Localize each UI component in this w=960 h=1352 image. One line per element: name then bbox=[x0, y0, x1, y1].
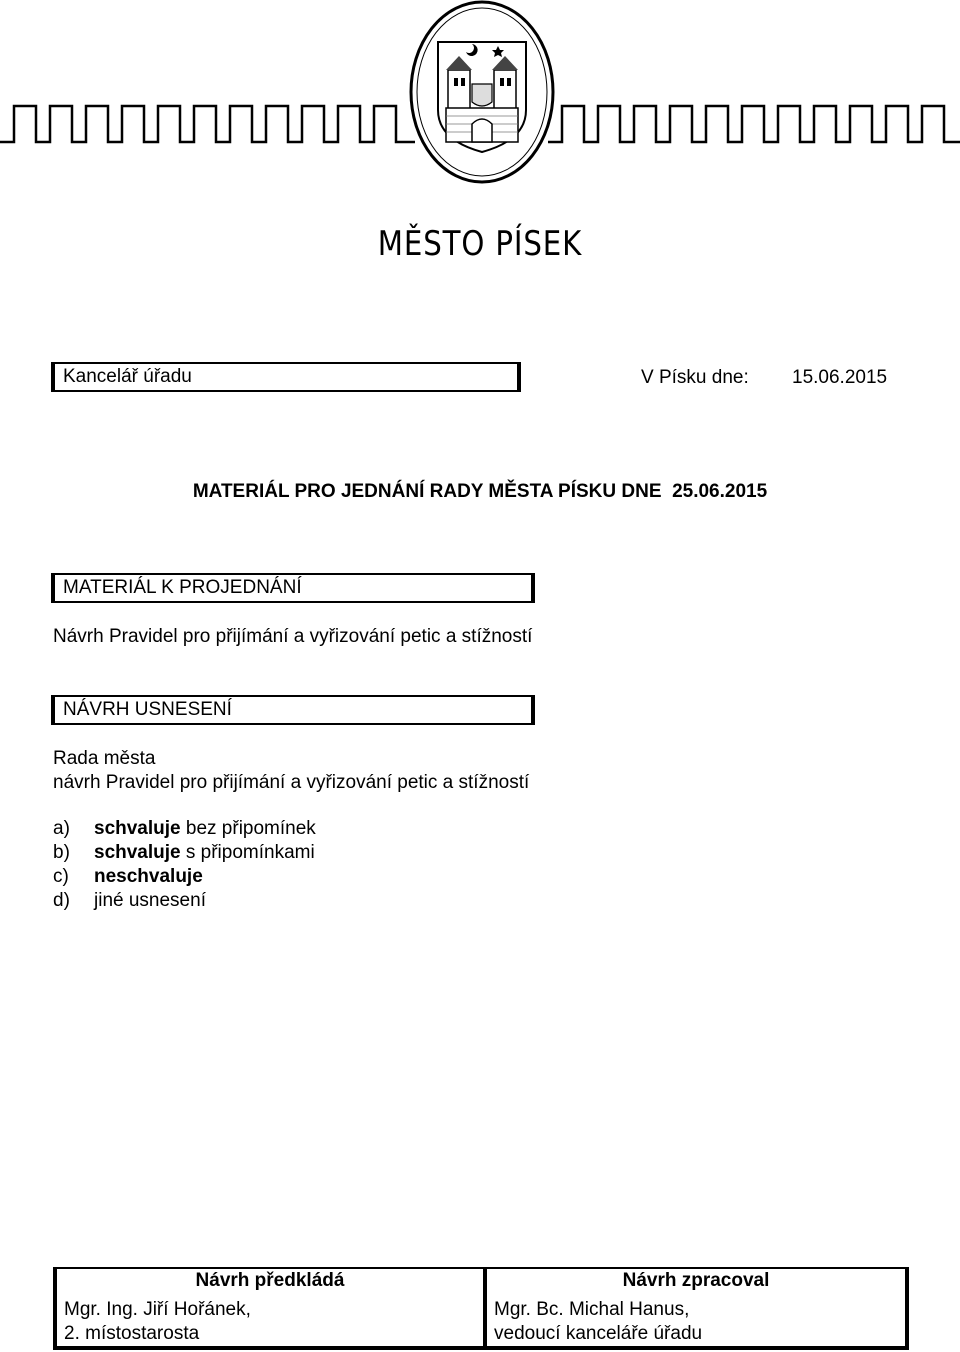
option-letter: c) bbox=[53, 866, 69, 887]
author-heading: Návrh zpracoval bbox=[622, 1270, 770, 1291]
option-letter: b) bbox=[53, 842, 70, 863]
option-verb: neschvaluje bbox=[94, 866, 203, 887]
date-value: 15.06.2015 bbox=[792, 367, 888, 388]
option-rest: s připomínkami bbox=[180, 842, 315, 863]
presenter-role: 2. místostarosta bbox=[64, 1323, 200, 1344]
date-label: V Písku dne: bbox=[641, 367, 749, 388]
signature-table bbox=[53, 1267, 909, 1350]
author-name: Mgr. Bc. Michal Hanus, bbox=[494, 1299, 690, 1320]
main-title: MATERIÁL PRO JEDNÁNÍ RADY MĚSTA PÍSKU DNE 25.06.2015 bbox=[192, 481, 768, 502]
option-letter: d) bbox=[53, 890, 70, 911]
header-graphic bbox=[0, 0, 960, 200]
resolution-line-2: návrh Pravidel pro přijímání a vyřizování petic a stížností bbox=[53, 772, 530, 793]
resolution-label-box bbox=[51, 695, 535, 725]
department-label: Kancelář úřadu bbox=[63, 366, 192, 387]
material-text: Návrh Pravidel pro přijímání a vyřizování petic a stížností bbox=[53, 626, 533, 647]
signature-presenter bbox=[57, 1269, 487, 1346]
material-label: MATERIÁL K PROJEDNÁNÍ bbox=[63, 577, 302, 598]
presenter-name: Mgr. Ing. Jiří Hořánek, bbox=[64, 1299, 251, 1320]
option-rest: bez připomínek bbox=[180, 818, 316, 839]
option-verb: schvaluje bbox=[94, 818, 181, 839]
coat-of-arms-emblem bbox=[411, 2, 553, 182]
presenter-heading: Návrh předkládá bbox=[195, 1270, 345, 1291]
author-role: vedoucí kanceláře úřadu bbox=[494, 1323, 703, 1344]
option-letter: a) bbox=[53, 818, 70, 839]
resolution-line-1: Rada města bbox=[53, 748, 156, 769]
department-box bbox=[51, 362, 521, 392]
town-name: MĚSTO PÍSEK bbox=[377, 224, 583, 264]
option-verb: schvaluje bbox=[94, 842, 181, 863]
resolution-label: NÁVRH USNESENÍ bbox=[63, 699, 232, 720]
material-label-box bbox=[51, 573, 535, 603]
option-rest: jiné usnesení bbox=[94, 890, 206, 911]
signature-author bbox=[487, 1269, 905, 1346]
